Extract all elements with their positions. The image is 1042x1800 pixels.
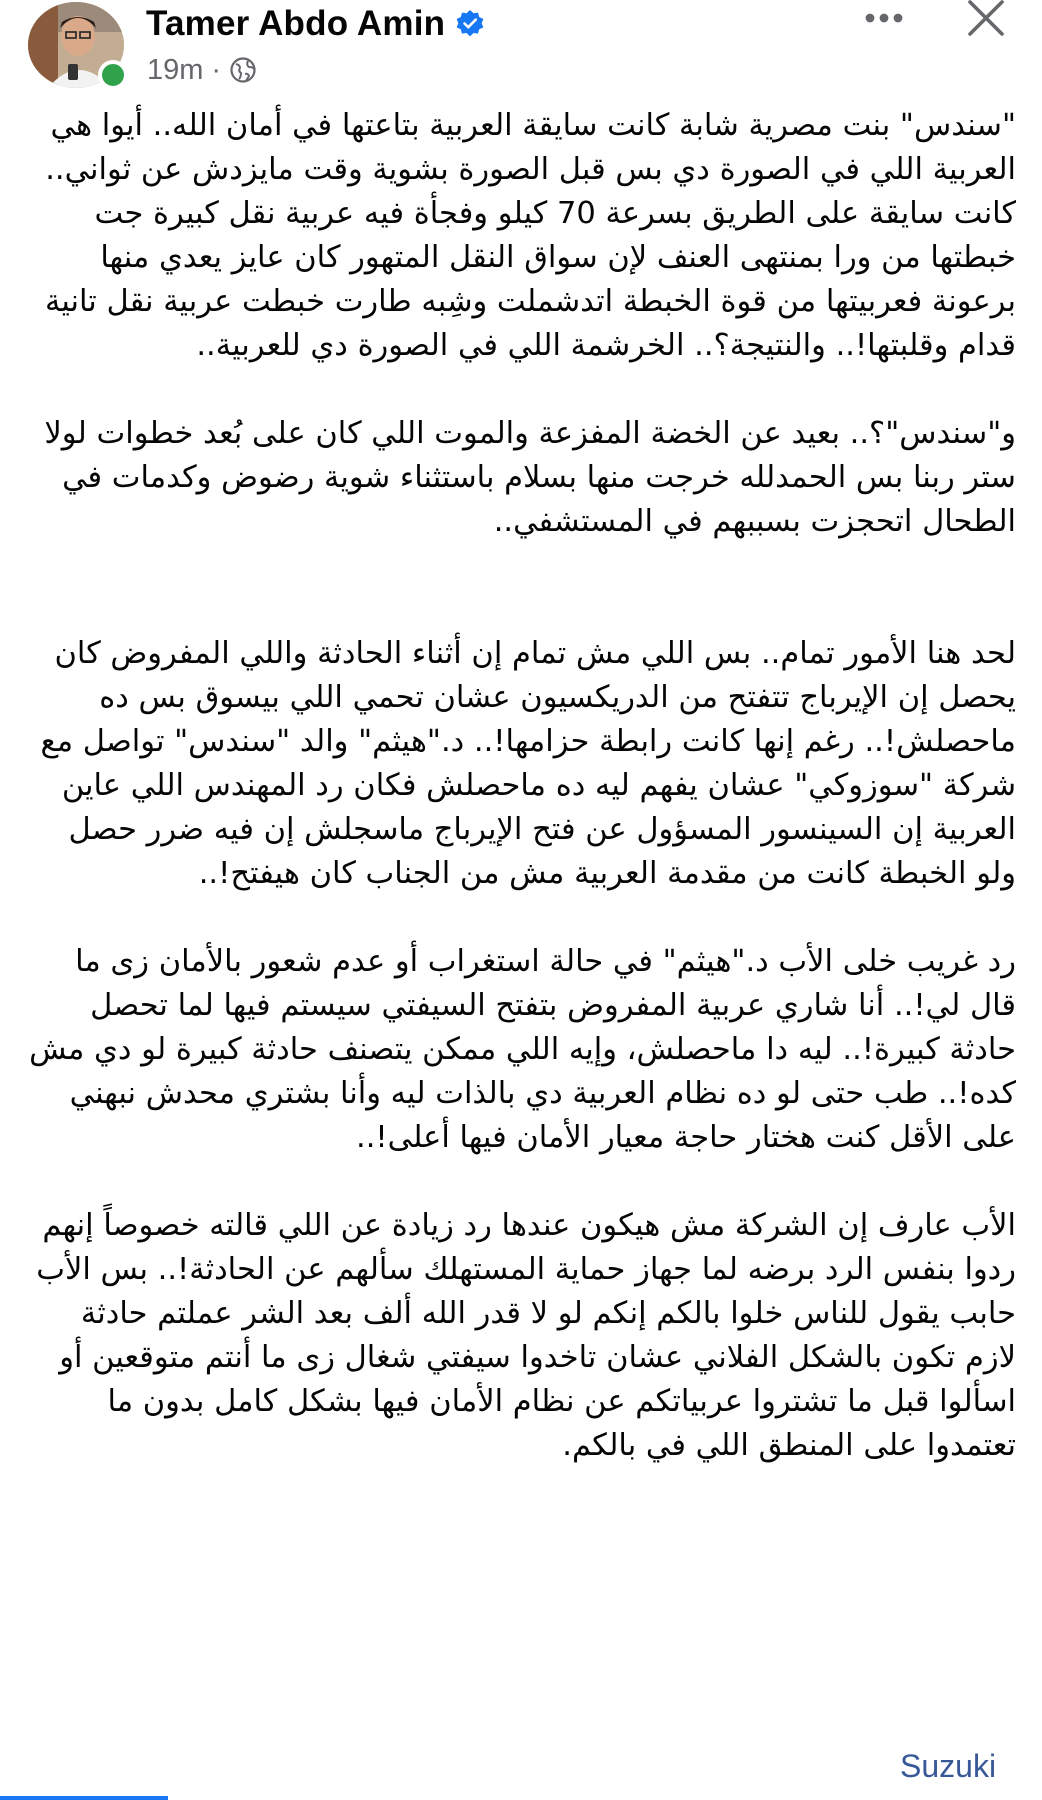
post-text [24, 104, 1016, 1468]
paragraph-spacer [24, 1160, 1016, 1204]
meta-separator: · [211, 53, 222, 86]
more-options-button[interactable] [858, 0, 910, 36]
author-avatar[interactable] [28, 2, 126, 88]
post-paragraph: و"سندس"؟.. بعيد عن الخضة المفزعة والموت اللي كان على بُعد خطوات لولا ستر ربنا بس الحمدلله خرجت منها بسلام باستثناء شوية رضوض وكدمات في الطحال اتحجزت بسببهم في المستشفي.. [44, 416, 1016, 539]
post-header [0, 0, 1042, 100]
post-paragraph: "سندس" بنت مصرية شابة كانت سايقة العربية بتاعتها في أمان الله.. أيوا هي العربية اللي في الصورة دي بس قبل الصورة بشوية وقت مايزدش عن ثواني.. كانت سايقة على الطريق بسرعة 70 كيلو وفجأة فيه عربية نقل كبيرة جت خبطتها من ورا بمنتهى العنف لإن سواق النقل المتهور كان عايز يعدي منها برعونة فعربيتها من قوة الخبطة اتدشملت وشِبه طارت خبطت عربية نقل تانية قدام وقلبتها!.. والنتيجة؟.. الخرشمة اللي في الصورة دي للعربية.. [44, 108, 1016, 363]
author-row [146, 0, 485, 48]
close-icon [964, 0, 1008, 40]
post-meta [147, 50, 257, 90]
author-name[interactable]: Tamer Abdo Amin [146, 4, 446, 43]
post-paragraph: لحد هنا الأمور تمام.. بس اللي مش تمام إن أثناء الحادثة واللي المفروض كان يحصل إن الإيرباج تتفتح من الدريكسيون عشان تحمي اللي بيسوق بس ده ماحصلش!.. رغم إنها كانت رابطة حزامها!.. د."هيثم" والد "سندس" تواصل مع شركة "سوزوكي" عشان يفهم ليه ده ماحصلش فكان رد المهندس اللي عاين العربية إن السينسور المسؤول عن فتح الإيرباج ماسجلش إن فيه ضرر حصل ولو الخبطة كانت من مقدمة العربية مش من الجناب كان هيفتح!.. [40, 636, 1016, 891]
suzuki-tag-link[interactable]: Suzuki [900, 1748, 997, 1784]
paragraph-spacer [24, 544, 1016, 632]
online-status-indicator [98, 60, 128, 90]
paragraph-spacer [24, 896, 1016, 940]
post-paragraph: رد غريب خلى الأب د."هيثم" في حالة استغراب أو عدم شعور بالأمان زى ما قال لي!.. أنا شاري عربية المفروض بتفتح السيفتي سيستم فيها لما تحصل حادثة كبيرة!.. ليه دا ماحصلش، وإيه اللي ممكن يتصنف حادثة كبيرة لو دي مش كده!.. طب حتى لو ده نظام العربية دي بالذات ليه وأنا بشتري محدش نبهني على الأقل كنت هختار حاجة معيار الأمان فيها أعلى!.. [29, 944, 1016, 1155]
globe-icon[interactable] [229, 56, 257, 84]
scroll-progress-indicator [0, 1796, 168, 1800]
verified-badge-icon [455, 9, 485, 39]
more-options-icon [864, 12, 904, 24]
post-time[interactable]: 19m [147, 53, 204, 86]
post-paragraph: الأب عارف إن الشركة مش هيكون عندها رد زيادة عن اللي قالته خصوصاً إنهم ردوا بنفس الرد برضه لما جهاز حماية المستهلك سألهم عن الحادثة!.. بس الأب حابب يقول للناس خلوا بالكم إنكم لو لا قدر الله ألف بعد الشر عملتم حادثة لازم تكون بالشكل الفلاني عشان تاخدوا سيفتي شغال زى ما أنتم متوقعين أو اسألوا قبل ما تشتروا عربياتكم عن نظام الأمان فيها بشكل كامل بدون ما تعتمدوا على المنطق اللي في بالكم. [36, 1208, 1016, 1463]
close-button[interactable] [964, 0, 1008, 40]
paragraph-spacer [24, 368, 1016, 412]
